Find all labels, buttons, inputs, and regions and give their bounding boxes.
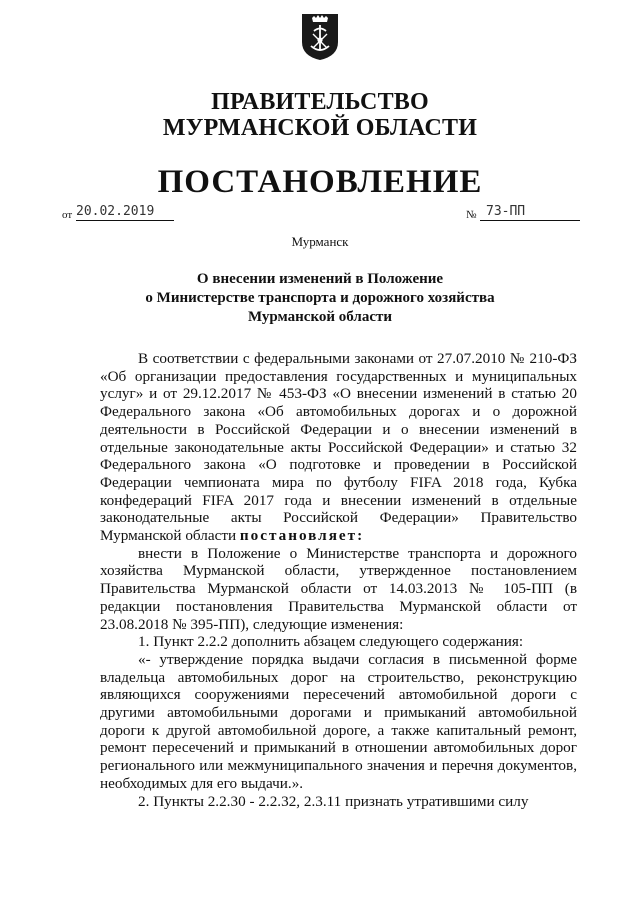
document-date: 20.02.2019	[76, 203, 174, 221]
preamble-paragraph	[100, 350, 577, 545]
item-2-paragraph: 2. Пункты 2.2.30 - 2.2.32, 2.3.11 признать утратившими силу	[138, 792, 529, 810]
subject-line1: О внесении изменений в Положение	[196, 271, 444, 287]
city: Мурманск	[291, 234, 349, 249]
resolves-keyword: постановляет:	[239, 527, 365, 545]
subject-line2: о Министерстве транспорта и дорожного хозяйства	[145, 290, 495, 306]
document-type: ПОСТАНОВЛЕНИЕ	[157, 164, 483, 200]
item-1-paragraph: 1. Пункт 2.2.2 дополнить абзацем следующего содержания:	[138, 633, 524, 651]
amendment-intro-paragraph: внести в Положение о Министерстве транспорта и дорожного хозяйства Мурманской области, утвержденное постановлением Правительства Мурманской области от 14.03.2013 № 105-ПП (в редакции постановления Правительства Мурманской области от 23.08.2018 № 395-ПП), следующие изменения:	[100, 544, 577, 633]
document-subject	[0, 270, 640, 327]
document-body	[100, 350, 577, 810]
date-prefix: от	[62, 209, 73, 221]
inserted-clause-paragraph: «- утверждение порядка выдачи согласия в письменной форме владельца автомобильных дорог на строительство, реконструкцию являющихся сооружениями пересечений автомобильной дороги с другими автомобильными дорогами и примыканий автомобильной дороги к другой автомобильной дороге, а также капитальный ремонт, ремонт пересечений и примыканий в отношении автомобильных дорог регионального или межмуниципального значения и перечня документов, необходимых для его выдачи.».	[100, 650, 577, 792]
number-prefix: №	[466, 209, 477, 221]
org-name-line1: ПРАВИТЕЛЬСТВО	[211, 89, 429, 115]
coat-of-arms-icon	[300, 12, 340, 62]
preamble-text: В соответствии с федеральными законами от 27.07.2010 № 210-ФЗ «Об организации предоставления государственных и муниципальных услуг» и от 29.12.2017 № 453-ФЗ «О внесении изменений в статью 20 Федерального закона «Об автомобильных дорогах и о дорожной деятельности в Российской Федерации и о внесении изменений в отдельные законодательные акты Российской Федерации» и статью 32 Федерального закона «О подготовке и проведении в Российской Федерации чемпионата мира по футболу FIFA 2018 года, Кубка конфедераций FIFA 2017 года и внесении изменений в отдельные законодательные акты Российской Федерации» Правительство Мурманской области	[100, 350, 577, 545]
org-name-line2: МУРМАНСКОЙ ОБЛАСТИ	[162, 115, 478, 141]
subject-line3: Мурманской области	[247, 309, 393, 325]
document-number: 73-ПП	[480, 203, 580, 221]
